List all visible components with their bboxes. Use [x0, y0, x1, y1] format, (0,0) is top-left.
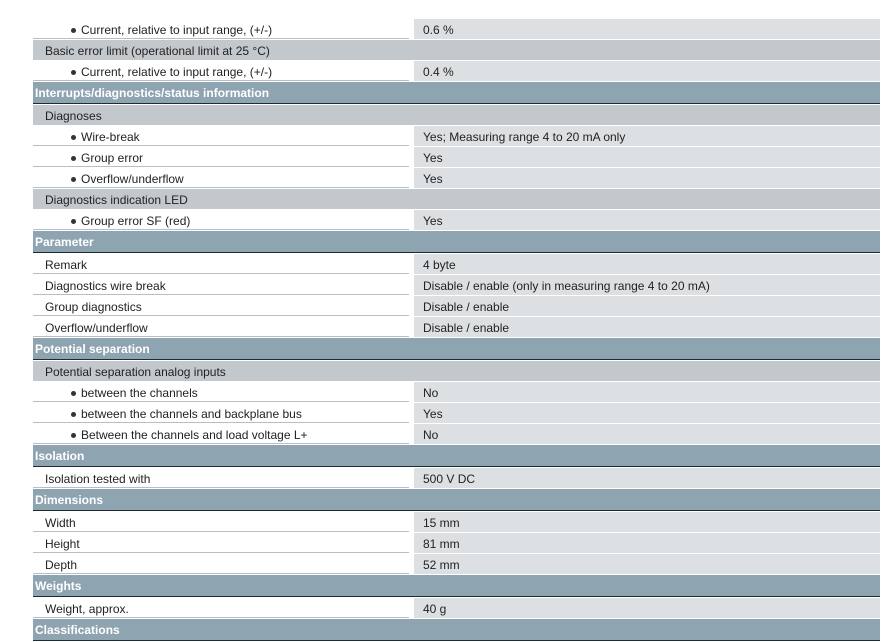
spec-value: Yes	[414, 210, 880, 230]
section-title: Parameter	[35, 235, 94, 249]
spec-row	[33, 296, 880, 316]
spec-value: No	[414, 424, 880, 444]
spec-table	[33, 19, 880, 642]
spec-label-cell	[33, 168, 409, 188]
bullet-icon	[71, 28, 76, 33]
spec-label-cell	[33, 210, 409, 230]
section-title: Potential separation	[35, 342, 150, 356]
spec-row	[33, 468, 880, 488]
spec-value: 500 V DC	[414, 468, 880, 488]
spec-value: Yes	[414, 403, 880, 423]
spec-label: Between the channels and load voltage L+	[81, 428, 308, 442]
spec-row	[33, 126, 880, 146]
section-header-interrupts-diagnostics-status-information	[33, 82, 880, 104]
spec-label-cell	[33, 254, 409, 274]
section-header-parameter	[33, 231, 880, 253]
spec-label-cell	[33, 19, 409, 39]
spec-label: Current, relative to input range, (+/-)	[81, 23, 273, 37]
spec-label: Height	[45, 537, 80, 551]
spec-label-cell	[33, 275, 409, 295]
spec-row	[33, 61, 880, 81]
spec-value: Yes	[414, 147, 880, 167]
spec-row	[33, 512, 880, 532]
spec-row	[33, 533, 880, 553]
spec-value: Disable / enable (only in measuring range 4 to 20 mA)	[414, 275, 880, 295]
spec-label: Group error	[81, 151, 144, 165]
bullet-icon	[71, 412, 76, 417]
spec-label: Diagnostics wire break	[45, 279, 166, 293]
spec-row	[33, 424, 880, 444]
spec-row	[33, 147, 880, 167]
spec-label-cell	[33, 468, 409, 488]
section-title: Dimensions	[35, 493, 104, 507]
spec-value: No	[414, 382, 880, 402]
spec-label: Overflow/underflow	[81, 172, 184, 186]
subsection-row	[33, 105, 880, 125]
spec-label-cell	[33, 598, 409, 618]
spec-value: 0.6 %	[414, 19, 880, 39]
spec-label-cell	[33, 317, 409, 337]
spec-label: Width	[45, 516, 76, 530]
spec-label: between the channels	[81, 386, 198, 400]
bullet-icon	[71, 135, 76, 140]
spec-label-cell	[33, 403, 409, 423]
subsection-label: Basic error limit (operational limit at 25 °C)	[33, 40, 880, 60]
section-header-weights	[33, 575, 880, 597]
section-header-potential-separation	[33, 338, 880, 360]
subsection-row	[33, 189, 880, 209]
spec-row	[33, 275, 880, 295]
spec-label: Isolation tested with	[45, 472, 151, 486]
spec-label: between the channels and backplane bus	[81, 407, 302, 421]
spec-label-cell	[33, 424, 409, 444]
spec-label-cell	[33, 296, 409, 316]
spec-label-cell	[33, 554, 409, 574]
spec-label: Overflow/underflow	[45, 321, 148, 335]
spec-row	[33, 19, 880, 39]
bullet-icon	[71, 219, 76, 224]
bullet-icon	[71, 156, 76, 161]
bullet-icon	[71, 70, 76, 75]
spec-label-cell	[33, 61, 409, 81]
section-header-isolation	[33, 445, 880, 467]
spec-label-cell	[33, 533, 409, 553]
bullet-icon	[71, 391, 76, 396]
spec-label: Remark	[45, 258, 88, 272]
spec-label: Wire-break	[81, 130, 140, 144]
spec-label: Group diagnostics	[45, 300, 142, 314]
spec-row	[33, 168, 880, 188]
bullet-icon	[71, 433, 76, 438]
spec-value: 52 mm	[414, 554, 880, 574]
spec-row	[33, 403, 880, 423]
spec-label: Current, relative to input range, (+/-)	[81, 65, 273, 79]
spec-row	[33, 554, 880, 574]
spec-label-cell	[33, 512, 409, 532]
spec-label-cell	[33, 126, 409, 146]
spec-label: Group error SF (red)	[81, 214, 191, 228]
subsection-label: Diagnostics indication LED	[33, 189, 880, 209]
spec-value: 81 mm	[414, 533, 880, 553]
spec-value: 15 mm	[414, 512, 880, 532]
spec-value: 4 byte	[414, 254, 880, 274]
spec-value: 0.4 %	[414, 61, 880, 81]
subsection-row	[33, 40, 880, 60]
spec-value: Disable / enable	[414, 317, 880, 337]
section-title: Isolation	[35, 449, 85, 463]
spec-row	[33, 317, 880, 337]
spec-row	[33, 210, 880, 230]
spec-value: 40 g	[414, 598, 880, 618]
spec-label: Depth	[45, 558, 78, 572]
bullet-icon	[71, 177, 76, 182]
section-header-dimensions	[33, 489, 880, 511]
section-title: Weights	[35, 579, 82, 593]
spec-label-cell	[33, 382, 409, 402]
section-header-classifications	[33, 619, 880, 641]
subsection-row	[33, 361, 880, 381]
spec-label: Weight, approx.	[45, 602, 129, 616]
spec-value: Yes; Measuring range 4 to 20 mA only	[414, 126, 880, 146]
spec-value: Yes	[414, 168, 880, 188]
spec-label-cell	[33, 147, 409, 167]
subsection-label: Diagnoses	[33, 105, 880, 125]
section-title: Classifications	[35, 623, 120, 637]
spec-row	[33, 382, 880, 402]
subsection-label: Potential separation analog inputs	[33, 361, 880, 381]
spec-row	[33, 598, 880, 618]
section-title: Interrupts/diagnostics/status information	[35, 86, 270, 100]
spec-value: Disable / enable	[414, 296, 880, 316]
spec-row	[33, 254, 880, 274]
